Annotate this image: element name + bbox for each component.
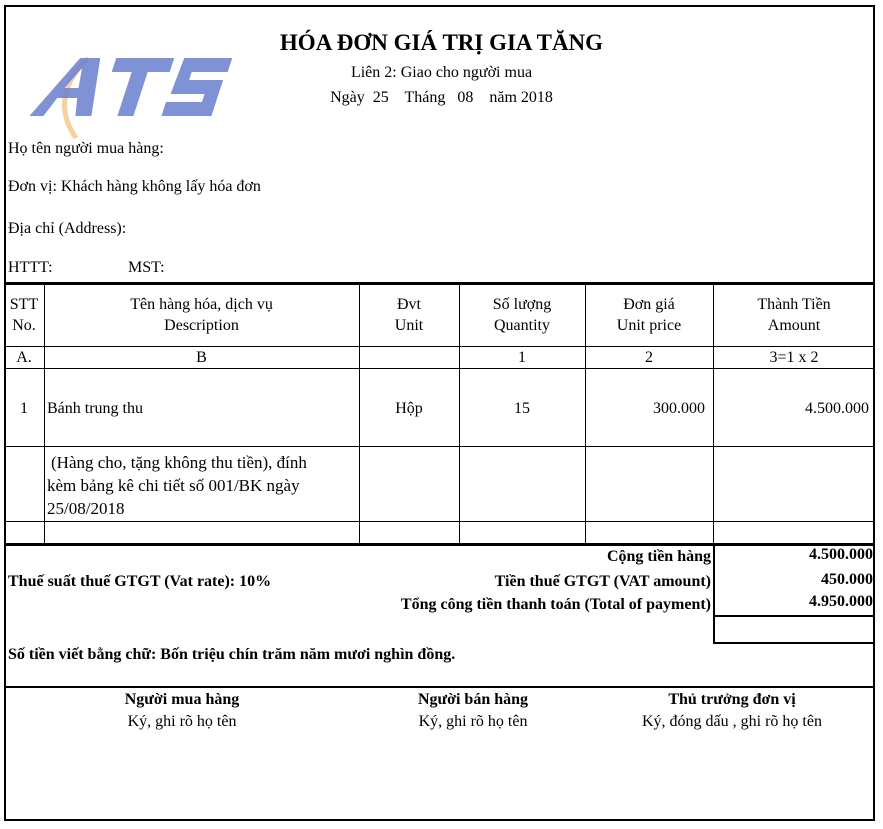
col-header-no: STT No. [9,296,39,334]
total-payment-label: Tổng công tiền thanh toán (Total of payment) [400,596,711,613]
index-cell-unit-price: 2 [645,349,653,366]
invoice-title: HÓA ĐƠN GIÁ TRỊ GIA TĂNG [279,30,604,55]
item-unit: Hộp [395,400,423,417]
signature-director-note: Ký, đóng dấu , ghi rõ họ tên [642,713,822,730]
signature-seller-role: Người bán hàng [417,691,529,708]
index-cell-no: A. [16,349,32,366]
total-payment-value: 4.950.000 [809,593,873,610]
vat-amount-value: 450.000 [821,571,873,588]
col-header-quantity: Số lượng Quantity [492,296,552,334]
buyer-unit: Đơn vị: Khách hàng không lấy hóa đơn [8,178,261,195]
item-amount: 4.500.000 [805,400,869,417]
subtotal-label: Cộng tiền hàng [606,548,711,565]
copy-note: Liên 2: Giao cho người mua [350,64,533,81]
index-cell-amount: 3=1 x 2 [769,349,819,366]
item-no: 1 [20,400,28,417]
item-unit-price: 300.000 [653,400,705,417]
vat-amount-label: Tiền thuế GTGT (VAT amount) [494,573,711,590]
index-cell-quantity: 1 [518,349,526,366]
item-description: Bánh trung thu [47,400,143,417]
signature-seller-note: Ký, ghi rõ họ tên [418,713,528,730]
payment-method-label: HTTT: [8,259,53,276]
signature-director-role: Thủ trưởng đơn vị [668,691,796,708]
buyer-address-label: Địa chỉ (Address): [8,220,127,237]
item-note: (Hàng cho, tặng không thu tiền), đính kèm bảng kê chi tiết số 001/BK ngày 25/08/2018 [47,453,307,518]
col-header-unit-price: Đơn giá Unit price [616,296,682,334]
col-header-unit: Đvt Unit [394,296,424,334]
item-quantity: 15 [514,400,530,417]
buyer-name-label: Họ tên người mua hàng: [8,140,164,157]
invoice-date: Ngày 25 Tháng 08 năm 2018 [330,89,553,106]
signature-buyer-role: Người mua hàng [124,691,240,708]
index-cell-description: B [196,349,207,366]
signature-buyer-note: Ký, ghi rõ họ tên [127,713,237,730]
col-header-description: Tên hàng hóa, dịch vụ Description [130,296,273,334]
tax-code-label: MST: [128,259,165,276]
vat-rate: Thuế suất thuế GTGT (Vat rate): 10% [8,573,272,590]
col-header-amount: Thành Tiền Amount [757,296,831,334]
amount-in-words: Số tiền viết bằng chữ: Bốn triệu chín trăm năm mươi nghìn đồng. [8,646,456,663]
subtotal-value: 4.500.000 [809,546,873,563]
